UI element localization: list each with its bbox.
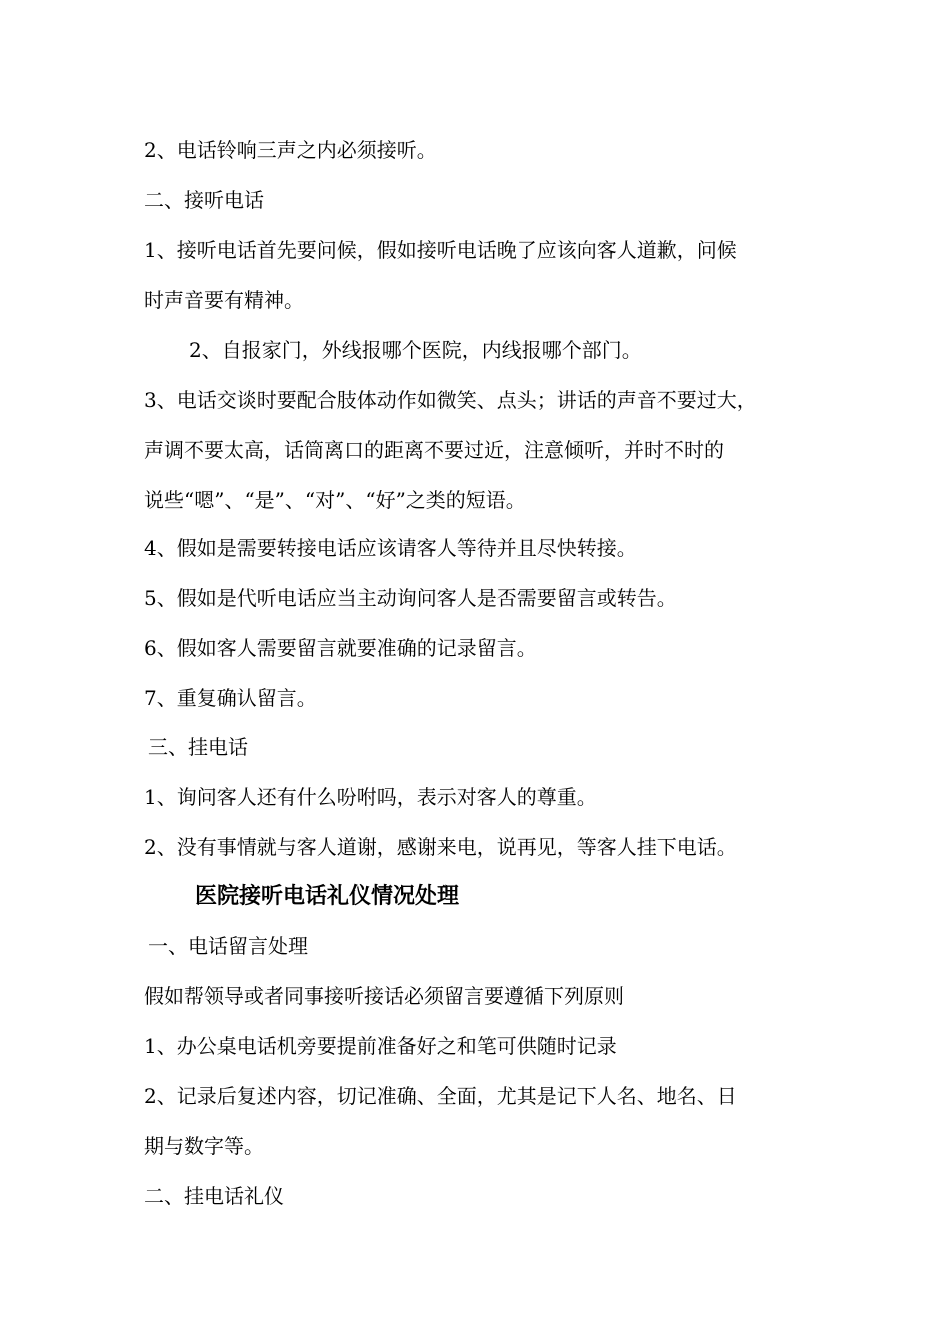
text-line: 声调不要太高，话筒离口的距离不要过近，注意倾听，并时不时的 [144, 438, 724, 462]
document-title: 医院接听电话礼仪情况处理 [195, 884, 460, 909]
text-line: 3、电话交谈时要配合肢体动作如微笑、点头；讲话的声音不要过大， [144, 388, 757, 412]
text-line: 5、假如是代听电话应当主动询问客人是否需要留言或转告。 [144, 586, 677, 610]
text-line: 6、假如客人需要留言就要准确的记录留言。 [144, 636, 537, 660]
text-line: 1、接听电话首先要问候，假如接听电话晚了应该向客人道歉，问候 [144, 238, 737, 262]
section-heading-message: 一、电话留言处理 [148, 934, 308, 958]
text-line: 期与数字等。 [144, 1134, 264, 1158]
text-line: 假如帮领导或者同事接听接话必须留言要遵循下列原则 [144, 984, 624, 1008]
text-line: 说些“嗯”、“是”、“对”、“好”之类的短语。 [144, 488, 526, 512]
section-heading-hangup-etiquette: 二、挂电话礼仪 [144, 1184, 284, 1208]
text-line: 4、假如是需要转接电话应该请客人等待并且尽快转接。 [144, 536, 637, 560]
text-line: 2、没有事情就与客人道谢，感谢来电，说再见，等客人挂下电话。 [144, 835, 737, 859]
text-line: 时声音要有精神。 [144, 288, 304, 312]
text-line: 1、办公桌电话机旁要提前准备好之和笔可供随时记录 [144, 1034, 617, 1058]
text-line: 1、询问客人还有什么吩咐吗，表示对客人的尊重。 [144, 785, 597, 809]
text-line: 7、重复确认留言。 [144, 686, 317, 710]
text-line: 2、自报家门，外线报哪个医院，内线报哪个部门。 [189, 338, 642, 362]
section-heading-hang-up: 三、挂电话 [148, 735, 248, 759]
text-line: 2、记录后复述内容，切记准确、全面，尤其是记下人名、地名、日 [144, 1084, 737, 1108]
text-line: 2、电话铃响三声之内必须接听。 [144, 138, 437, 162]
section-heading-answer-phone: 二、接听电话 [144, 188, 264, 212]
